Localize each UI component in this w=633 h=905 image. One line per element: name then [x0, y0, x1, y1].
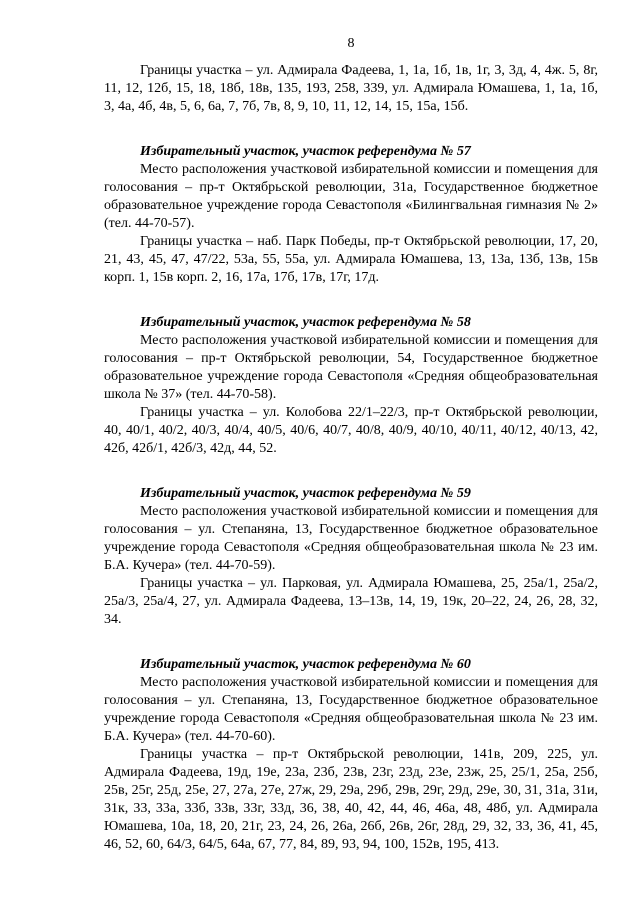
section-60 — [104, 656, 598, 854]
borders-text: Границы участка – наб. Парк Победы, пр-т Октябрьской революции, 17, 20, 21, 43, 45, 47, 47/22, 53а, 55, 55а, ул. Адмирала Юмашева, 13, 13а, 13б, 13в, 15в корп. 1, 15в корп. 2, 16, 17а, 17б, 17в, 17г, 17д. — [104, 234, 598, 285]
borders-text: Границы участка – ул. Колобова 22/1–22/3, пр-т Октябрьской революции, 40, 40/1, 40/2, 40/3, 40/4, 40/5, 40/6, 40/7, 40/8, 40/9, 40/10, 40/11, 40/12, 40/13, 42, 42б, 42б/1, 42б/3, 42д, 44, 52. — [104, 405, 598, 456]
intro-borders-text: Границы участка – ул. Адмирала Фадеева, 1, 1а, 1б, 1в, 1г, 3, 3д, 4, 4ж. 5, 8г, 11, 12, 12б, 15, 18, 18б, 18в, 135, 193, 258, 339, ул. Адмирала Юмашева, 1, 1а, 1б, 3, 4а, 4б, 4в, 5, 6, 6а, 7, 7б, 7в, 8, 9, 10, 11, 12, 14, 15, 15а, 15б. — [104, 63, 598, 114]
section-heading: Избирательный участок, участок референдума № 58 — [140, 315, 471, 330]
section-58 — [104, 314, 598, 458]
borders-text: Границы участка – пр-т Октябрьской революции, 141в, 209, 225, ул. Адмирала Фадеева, 19д, 19е, 23а, 23б, 23в, 23г, 23д, 23е, 23ж, 25, 25/1, 25а, 25б, 25в, 25г, 25д, 25е, 27, 27а, 27е, 27ж, 29, 29а, 29б, 29в, 29г, 29д, 29е, 30, 31, 31а, 31и, 31к, 33, 33а, 33б, 33в, 33г, 33д, 36, 38, 40, 42, 44, 46, 46а, 48, 48б, ул. Адмирала Юмашева, 10а, 18, 20, 21г, 23, 24, 26, 26а, 26б, 26в, 26г, 28д, 29, 32, 33, 36, 41, 45, 46, 52, 60, 64/3, 64/5, 64а, 67, 77, 84, 89, 93, 94, 100, 152в, 195, 413. — [104, 747, 598, 852]
intro-section — [104, 62, 598, 116]
location-text: Место расположения участковой избирательной комиссии и помещения для голосования – пр-т Октябрьской революции, 54, Государственное бюджетное образовательное учреждение города Севастополя «Средняя общеобразовательная школа № 37» (тел. 44-70-58). — [104, 333, 598, 402]
page-number: 8 — [347, 36, 355, 51]
location-text: Место расположения участковой избирательной комиссии и помещения для голосования – пр-т Октябрьской революции, 31а, Государственное бюджетное образовательное учреждение города Севастополя «Билингвальная гимназия № 2» (тел. 44-70-57). — [104, 162, 598, 231]
section-heading: Избирательный участок, участок референдума № 57 — [140, 144, 471, 159]
borders-text: Границы участка – ул. Парковая, ул. Адмирала Юмашева, 25, 25а/1, 25а/2, 25а/3, 25а/4, 27, ул. Адмирала Фадеева, 13–13в, 14, 19, 19к, 20–22, 24, 26, 28, 32, 34. — [104, 576, 598, 627]
location-text: Место расположения участковой избирательной комиссии и помещения для голосования – ул. Степаняна, 13, Государственное бюджетное образовательное учреждение города Севастополя «Средняя общеобразовательная школа № 23 им. Б.А. Кучера» (тел. 44-70-60). — [104, 675, 598, 744]
section-heading: Избирательный участок, участок референдума № 59 — [140, 486, 471, 501]
section-59 — [104, 485, 598, 629]
section-heading: Избирательный участок, участок референдума № 60 — [140, 657, 471, 672]
section-57 — [104, 143, 598, 287]
location-text: Место расположения участковой избирательной комиссии и помещения для голосования – ул. Степаняна, 13, Государственное бюджетное образовательное учреждение города Севастополя «Средняя общеобразовательная школа № 23 им. Б.А. Кучера» (тел. 44-70-59). — [104, 504, 598, 573]
